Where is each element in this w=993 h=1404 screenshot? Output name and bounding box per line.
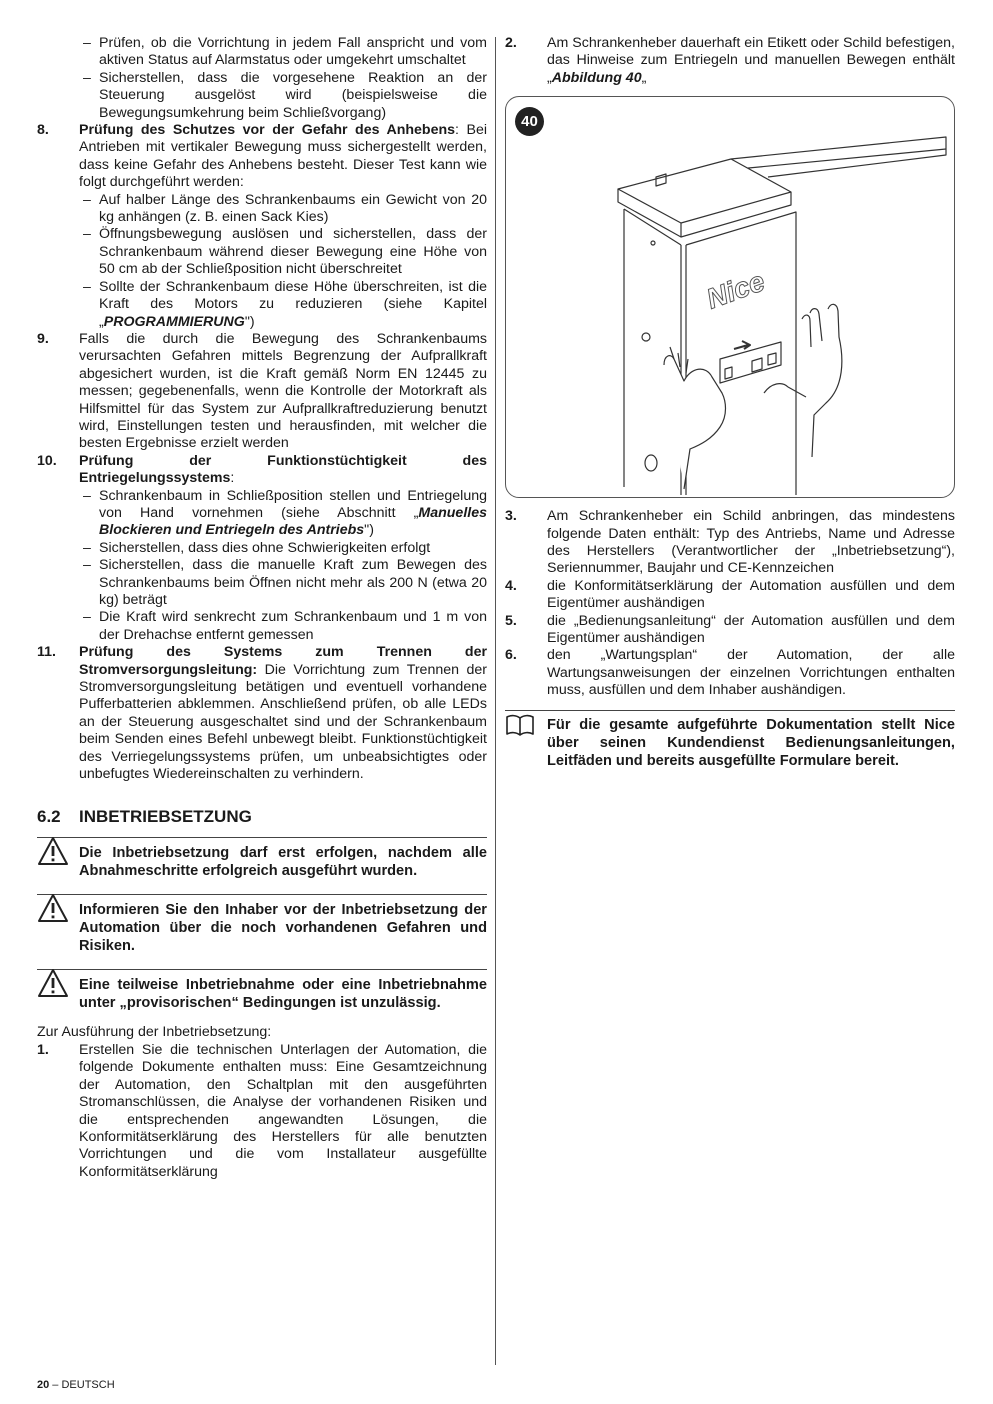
section-reference: Manuelles Blockieren und Entriegeln des Antriebs — [99, 504, 487, 539]
section-heading — [37, 807, 487, 827]
item-8 — [37, 122, 487, 331]
footer-language: DEUTSCH — [61, 1379, 115, 1391]
chapter-reference: PROGRAMMIERUNG — [103, 313, 245, 330]
step-number: 6. — [505, 647, 517, 664]
list-item: – Sollte der Schrankenbaum diese Höhe überschreiten, ist die Kraft des Motors zu reduzieren (siehe Kapitel „PROGRAMMIERUNG") — [83, 278, 487, 330]
list-item: – Sicherstellen, dass dies ohne Schwierigkeiten erfolgt — [83, 539, 431, 556]
barrier-illustration — [506, 97, 955, 498]
step-number: 2. — [505, 35, 517, 51]
step-number: 3. — [505, 508, 517, 525]
item-11 — [37, 644, 487, 783]
intro-text: Zur Ausführung der Inbetriebsetzung: — [37, 1024, 272, 1041]
item-number: 9. — [37, 330, 49, 347]
list-item: – Sicherstellen, dass die manuelle Kraft zum Bewegen des Schrankenbaums beim Öffnen nicht mehr als 200 N (etwa 20 kg) beträgt — [83, 557, 487, 608]
item-text: : Bei Antrieben mit vertikaler Bewegung muss sichergestellt werden, dass keine Gefahr des Anhebens besteht. Dieser Test kann wie folgt durchgeführt werden: — [79, 122, 488, 191]
item-number: 8. — [37, 122, 49, 139]
left-column — [37, 35, 487, 1181]
item-10: 10. Prüfung der Funktionstüchtigkeit des Entriegelungssystems: – Schrankenbaum in Schließposition stellen und Entriegelung von Hand vornehmen (siehe Abschnitt „Manuelles Blockieren und Entriegeln des Antriebs") – Sicherstellen, dass dies ohne Schwierigkeiten erfolgt – Sicherstellen, dass die manuelle Kraft zum Bewegen des Schrankenbaums beim Öffnen nicht mehr als 200 N (etwa 20 kg) beträgt – Die Kraft wird senkrecht zum Schrankenbaum und 1 m von der Drehachse entfernt gemessen — [37, 452, 487, 643]
item-7-continuation — [37, 35, 487, 122]
step-number: 1. — [37, 1041, 49, 1058]
item-title: Prüfung des Schutzes vor der Gefahr des Anhebens — [79, 122, 456, 139]
warning-text: Informieren Sie den Inhaber vor der Inbetriebsetzung der Automation über die noch vorhandenen Gefahren und Risiken. — [37, 894, 487, 955]
list-item: – Öffnungsbewegung auslösen und sicherstellen, dass der Schrankenbaum während dieser Bewegung eine Höhe von 50 cm ab der Schließposition nicht überschreitet — [83, 226, 487, 278]
list-item: – Schrankenbaum in Schließposition stellen und Entriegelung von Hand vornehmen (siehe Abschnitt „Manuelles Blockieren und Entriegeln des Antriebs") — [83, 487, 487, 539]
step-4: 4. die Konformitätserklärung der Automation ausfüllen und dem Eigentümer aushändigen — [505, 577, 955, 612]
figure-reference: Abbildung 40 — [551, 69, 642, 86]
item-text: Falls die durch die Bewegung des Schrankenbaums verursachten Gefahren mittels Begrenzung der Aufprallkraft abgesichert wurden, ist die Kraft gemäß Norm EN 12445 zu messen; gegebenenfalls, wenn die Kontrolle der Motorkraft als Hilfsmittel für das System zur Aufprallkraftreduzierung benutzt wird, Einstellungen testen und herausfinden, mit welcher die besten Ergebnisse erzielt werden — [79, 330, 487, 452]
item-9 — [37, 331, 487, 453]
item-title: Prüfung der Funktionstüchtigkeit des Entriegelungssystems — [79, 452, 487, 487]
warning-block — [37, 894, 487, 955]
page-number: 20 — [37, 1379, 50, 1391]
list-item: – Die Kraft wird senkrecht zum Schrankenbaum und 1 m von der Drehachse entfernt gemessen — [83, 609, 487, 643]
nice-logo: Nice — [702, 265, 769, 315]
list-item: – Auf halber Länge des Schrankenbaums ein Gewicht von 20 kg anhängen (z. B. einen Sack Kies) — [83, 191, 487, 226]
documentation-note: Für die gesamte aufgeführte Dokumentation stellt Nice über seinen Kundendienst Bedienungsanleitungen, Leitfäden und bereits ausgefüllte Formulare bereit. — [505, 710, 955, 770]
figure-40 — [505, 96, 955, 498]
item-number: 11. — [37, 644, 56, 661]
warning-icon — [37, 836, 69, 866]
book-icon — [505, 713, 535, 737]
section-title: INBETRIEBSETZUNG — [79, 807, 252, 827]
step-3: 3. Am Schrankenheber ein Schild anbringen, das mindestens folgende Daten enthält: Typ des Antriebs, Name und Adresse des Herstellers (Verantwortlicher der „Inbetriebsetzung“), Seriennummer, Baujahr und CE-Kennzeichen — [505, 508, 955, 577]
item-text: Die Vorrichtung zum Trennen der Stromversorgungsleitung betätigen und eventuell vorhandene Pufferbatterien abklemmen. Anschließend prüfen, ob alle LEDs an der Steuerung ausgeschaltet sind und der Schrankenbaum beim Senden eines Befehl unbewegt bleibt. Funktionstüchtigkeit des Verriegelungssystems prüfen, um unbeabsichtigtes oder unbefugtes Wiedereinschalten zu verhindern. — [79, 661, 487, 783]
step-text: Erstellen Sie die technischen Unterlagen der Automation, die folgende Dokumente enthalten muss: Eine Gesamtzeichnung der Automation, den Schaltplan mit den ausgeführten Stromanschlüssen, die Analyse der vorhandenen Risiken und die entsprechenden angewandten Lösungen, die Konformitätserklärung des Herstellers für alle benutzten Vorrichtungen und die vom Installateur ausgefüllte Konformitätserklärung — [79, 1041, 487, 1180]
step-6: 6. den „Wartungsplan“ der Automation, der alle Wartungsanweisungen der einzelnen Vorrichtungen enthalten muss, ausfüllen und dem Inhaber aushändigen. — [505, 647, 955, 699]
item-number: 10. — [37, 452, 57, 469]
column-divider — [495, 37, 496, 1365]
step-5: 5. die „Bedienungsanleitung“ der Automation ausfüllen und dem Eigentümer aushändigen — [505, 612, 955, 647]
warning-icon — [37, 968, 69, 998]
warning-icon — [37, 893, 69, 923]
figure-number-badge: 40 — [515, 107, 544, 136]
list-item: – Prüfen, ob die Vorrichtung in jedem Fall anspricht und vom aktiven Status auf Alarmstatus oder umgekehrt umschaltet — [83, 35, 487, 69]
step-number: 5. — [505, 612, 517, 629]
item-title: Prüfung des Systems zum Trennen der Stromversorgungsleitung: — [79, 644, 487, 678]
right-column — [505, 35, 955, 770]
step-number: 4. — [505, 577, 517, 594]
list-item: – Sicherstellen, dass die vorgesehene Reaktion an der Steuerung ausgelöst wird (beispielsweise die Bewegungsumkehrung beim Schließvorgang) — [83, 69, 487, 121]
section-number: 6.2 — [37, 807, 61, 827]
warning-block — [37, 837, 487, 880]
page-footer: 20 – DEUTSCH — [37, 1379, 115, 1391]
step-1 — [37, 1042, 487, 1181]
warning-text: Eine teilweise Inbetriebnahme oder eine Inbetriebnahme unter „provisorischen“ Bedingungen ist unzulässig. — [37, 969, 487, 1012]
step-2: 2. Am Schrankenheber dauerhaft ein Etikett oder Schild befestigen, das Hinweise zum Entriegeln und manuellen Bewegen enthält „Abbildung 40„ — [505, 35, 955, 86]
warning-text: Die Inbetriebsetzung darf erst erfolgen, nachdem alle Abnahmeschritte erfolgreich ausgeführt wurden. — [37, 837, 487, 880]
warning-block — [37, 969, 487, 1012]
